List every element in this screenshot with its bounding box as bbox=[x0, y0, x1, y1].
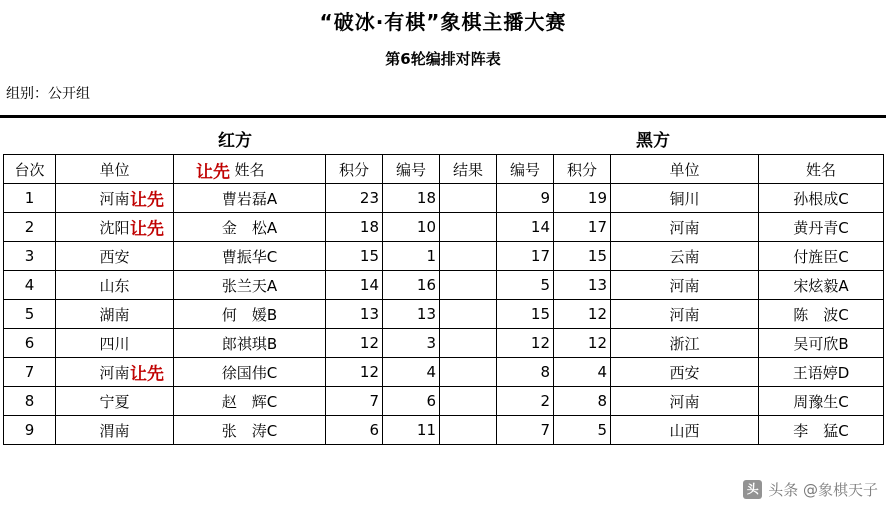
table-row bbox=[4, 300, 884, 329]
cell-black-name: 黄丹青C bbox=[759, 213, 884, 242]
cell-red-name bbox=[174, 416, 326, 445]
cell-board: 4 bbox=[4, 271, 56, 300]
black-side-heading: 黑方 bbox=[636, 131, 670, 151]
cell-red-no: 4 bbox=[383, 358, 440, 387]
cell-board: 1 bbox=[4, 184, 56, 213]
cell-black-score: 12 bbox=[554, 300, 611, 329]
cell-board: 3 bbox=[4, 242, 56, 271]
cell-red-unit: 河南 bbox=[56, 184, 174, 213]
cell-black-unit: 河南 bbox=[611, 271, 759, 300]
cell-black-no: 2 bbox=[497, 387, 554, 416]
cell-red-no: 6 bbox=[383, 387, 440, 416]
watermark bbox=[743, 479, 878, 500]
cell-red-name-label: 徐国伟C bbox=[221, 363, 278, 382]
cell-board: 9 bbox=[4, 416, 56, 445]
table-row bbox=[4, 242, 884, 271]
col-header-black-name: 姓名 bbox=[759, 155, 884, 184]
cell-red-unit: 渭南 bbox=[56, 416, 174, 445]
cell-board: 8 bbox=[4, 387, 56, 416]
cell-red-no: 16 bbox=[383, 271, 440, 300]
col-header-red-unit: 单位 bbox=[56, 155, 174, 184]
table-row bbox=[4, 271, 884, 300]
cell-black-unit: 河南 bbox=[611, 300, 759, 329]
cell-black-unit: 河南 bbox=[611, 387, 759, 416]
cell-black-unit: 云南 bbox=[611, 242, 759, 271]
cell-result bbox=[440, 242, 497, 271]
cell-red-name bbox=[130, 184, 326, 213]
page-subtitle: 第6轮编排对阵表 bbox=[385, 50, 501, 68]
cell-red-unit: 沈阳 bbox=[56, 213, 174, 242]
cell-black-name: 陈 波C bbox=[759, 300, 884, 329]
cell-red-name bbox=[174, 329, 326, 358]
handicap-mark-header: 让先 bbox=[196, 162, 230, 183]
cell-black-score: 19 bbox=[554, 184, 611, 213]
cell-red-no: 11 bbox=[383, 416, 440, 445]
cell-red-unit: 湖南 bbox=[56, 300, 174, 329]
cell-black-no: 9 bbox=[497, 184, 554, 213]
cell-black-unit: 河南 bbox=[611, 213, 759, 242]
col-header-result: 结果 bbox=[440, 155, 497, 184]
table-header-row bbox=[4, 155, 884, 184]
cell-red-unit: 宁夏 bbox=[56, 387, 174, 416]
cell-black-score: 12 bbox=[554, 329, 611, 358]
cell-red-name-label: 张兰天A bbox=[221, 276, 278, 295]
col-header-red-name-label: 姓名 bbox=[234, 160, 265, 179]
cell-black-name: 宋炫毅A bbox=[759, 271, 884, 300]
cell-red-name-label: 金 松A bbox=[221, 218, 278, 237]
cell-black-no: 12 bbox=[497, 329, 554, 358]
cell-board: 6 bbox=[4, 329, 56, 358]
cell-black-score: 5 bbox=[554, 416, 611, 445]
cell-result bbox=[440, 329, 497, 358]
col-header-black-score: 积分 bbox=[554, 155, 611, 184]
cell-black-no: 17 bbox=[497, 242, 554, 271]
cell-red-name-label: 曹岩磊A bbox=[221, 189, 278, 208]
cell-black-name: 吴可欣B bbox=[759, 329, 884, 358]
cell-red-name bbox=[174, 271, 326, 300]
cell-red-name-label: 何 媛B bbox=[221, 305, 278, 324]
cell-black-score: 15 bbox=[554, 242, 611, 271]
cell-red-no: 3 bbox=[383, 329, 440, 358]
cell-result bbox=[440, 387, 497, 416]
cell-red-name bbox=[174, 300, 326, 329]
handicap-mark: 让先 bbox=[130, 364, 164, 385]
cell-result bbox=[440, 416, 497, 445]
cell-result bbox=[440, 213, 497, 242]
cell-red-score: 15 bbox=[326, 242, 383, 271]
cell-black-name: 王语婷D bbox=[759, 358, 884, 387]
table-row bbox=[4, 184, 884, 213]
cell-black-score: 13 bbox=[554, 271, 611, 300]
col-header-red-name bbox=[174, 155, 326, 184]
handicap-mark: 让先 bbox=[130, 190, 164, 211]
handicap-mark: 让先 bbox=[130, 219, 164, 240]
cell-red-no: 18 bbox=[383, 184, 440, 213]
page-title: “破冰·有棋”象棋主播大赛 bbox=[319, 10, 567, 34]
table-row bbox=[4, 416, 884, 445]
cell-red-name bbox=[174, 387, 326, 416]
cell-board: 2 bbox=[4, 213, 56, 242]
cell-black-name: 孙根成C bbox=[759, 184, 884, 213]
cell-black-score: 4 bbox=[554, 358, 611, 387]
table-row bbox=[4, 213, 884, 242]
horizontal-rule bbox=[0, 115, 886, 118]
cell-red-name-label: 曹振华C bbox=[221, 247, 278, 266]
watermark-logo-icon: 头 bbox=[743, 480, 762, 499]
cell-result bbox=[440, 271, 497, 300]
cell-black-unit: 山西 bbox=[611, 416, 759, 445]
cell-board: 5 bbox=[4, 300, 56, 329]
cell-result bbox=[440, 300, 497, 329]
cell-red-name bbox=[130, 358, 326, 387]
cell-red-name-label: 张 涛C bbox=[221, 421, 278, 440]
table-body bbox=[4, 184, 884, 445]
col-header-board: 台次 bbox=[4, 155, 56, 184]
cell-black-score: 8 bbox=[554, 387, 611, 416]
cell-red-unit: 四川 bbox=[56, 329, 174, 358]
table-row bbox=[4, 329, 884, 358]
cell-black-unit: 浙江 bbox=[611, 329, 759, 358]
red-side-heading: 红方 bbox=[218, 131, 252, 151]
cell-board: 7 bbox=[4, 358, 56, 387]
cell-red-name-label: 赵 辉C bbox=[221, 392, 278, 411]
cell-black-no: 5 bbox=[497, 271, 554, 300]
cell-result bbox=[440, 184, 497, 213]
pairing-table bbox=[3, 154, 884, 445]
table-row bbox=[4, 358, 884, 387]
cell-red-score: 18 bbox=[326, 213, 383, 242]
cell-red-unit: 山东 bbox=[56, 271, 174, 300]
cell-red-score: 12 bbox=[326, 329, 383, 358]
cell-red-score: 23 bbox=[326, 184, 383, 213]
cell-black-unit: 西安 bbox=[611, 358, 759, 387]
cell-red-name bbox=[130, 213, 326, 242]
cell-black-name: 李 猛C bbox=[759, 416, 884, 445]
cell-black-unit: 铜川 bbox=[611, 184, 759, 213]
cell-red-unit: 河南 bbox=[56, 358, 174, 387]
cell-black-score: 17 bbox=[554, 213, 611, 242]
cell-red-no: 10 bbox=[383, 213, 440, 242]
col-header-red-no: 编号 bbox=[383, 155, 440, 184]
cell-black-name: 周豫生C bbox=[759, 387, 884, 416]
cell-red-score: 14 bbox=[326, 271, 383, 300]
cell-red-no: 13 bbox=[383, 300, 440, 329]
cell-red-no: 1 bbox=[383, 242, 440, 271]
cell-red-score: 7 bbox=[326, 387, 383, 416]
cell-black-no: 7 bbox=[497, 416, 554, 445]
col-header-red-score: 积分 bbox=[326, 155, 383, 184]
side-headings bbox=[0, 124, 886, 154]
cell-black-no: 14 bbox=[497, 213, 554, 242]
col-header-black-unit: 单位 bbox=[611, 155, 759, 184]
cell-red-score: 13 bbox=[326, 300, 383, 329]
watermark-text: 头条 @象棋天子 bbox=[768, 481, 878, 499]
cell-result bbox=[440, 358, 497, 387]
cell-red-unit: 西安 bbox=[56, 242, 174, 271]
group-label: 组别：公开组 bbox=[6, 86, 90, 102]
cell-red-name-label: 郎祺琪B bbox=[221, 334, 278, 353]
cell-red-score: 6 bbox=[326, 416, 383, 445]
cell-red-score: 12 bbox=[326, 358, 383, 387]
cell-red-name bbox=[174, 242, 326, 271]
table-row bbox=[4, 387, 884, 416]
cell-black-name: 付旌臣C bbox=[759, 242, 884, 271]
cell-black-no: 8 bbox=[497, 358, 554, 387]
col-header-black-no: 编号 bbox=[497, 155, 554, 184]
cell-black-no: 15 bbox=[497, 300, 554, 329]
